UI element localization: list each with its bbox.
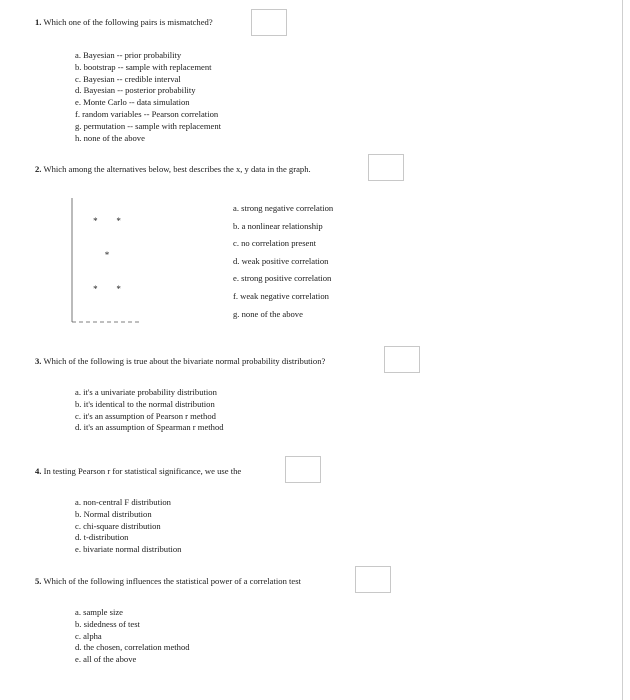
scatter-point: * — [116, 284, 121, 294]
option-5c: c. alpha — [75, 630, 102, 641]
question-2-options — [233, 203, 333, 326]
option-3a: a. it's a univariate probability distribution — [75, 387, 217, 397]
option-1g: g. permutation -- sample with replacement — [75, 120, 222, 131]
answer-box-4[interactable] — [285, 456, 321, 483]
scatter-point: * — [104, 250, 110, 260]
question-3-number: 3. — [35, 356, 42, 366]
option-2a: a. strong negative correlation — [233, 203, 334, 213]
question-3 — [35, 356, 325, 366]
question-5 — [35, 576, 301, 586]
question-1-text: Which one of the following pairs is mismatched? — [43, 17, 213, 27]
option-5d: d. the chosen, correlation method — [75, 642, 190, 653]
option-1c: c. Bayesian -- credible interval — [75, 73, 181, 84]
option-1e: e. Monte Carlo -- data simulation — [75, 97, 190, 108]
question-3-options — [75, 387, 224, 434]
option-1a: a. Bayesian -- prior probability — [75, 50, 182, 60]
option-3c: c. it's an assumption of Pearson r method — [75, 410, 216, 421]
question-5-number: 5. — [35, 576, 42, 586]
option-5e: e. all of the above — [75, 654, 137, 665]
question-3-text: Which of the following is true about the bivariate normal probability distribution? — [43, 356, 326, 366]
option-4c: c. chi-square distribution — [75, 520, 161, 531]
option-5a: a. sample size — [75, 607, 123, 617]
question-2-text: Which among the alternatives below, best describes the x, y data in the graph. — [43, 164, 311, 174]
option-2d: d. weak positive correlation — [233, 255, 329, 266]
option-1f: f. random variables -- Pearson correlation — [75, 108, 219, 119]
option-2c: c. no correlation present — [233, 238, 317, 249]
question-5-text: Which of the following influences the statistical power of a correlation test — [43, 576, 301, 586]
option-4e: e. bivariate normal distribution — [75, 544, 182, 555]
option-1h: h. none of the above — [75, 132, 145, 143]
option-3b: b. it's identical to the normal distribution — [75, 398, 215, 409]
question-4-text: In testing Pearson r for statistical significance, we use the — [43, 466, 242, 476]
option-2g: g. none of the above — [233, 308, 303, 319]
option-2f: f. weak negative correlation — [233, 290, 329, 301]
option-2b: b. a nonlinear relationship — [233, 220, 323, 231]
option-1b: b. bootstrap -- sample with replacement — [75, 61, 212, 72]
answer-box-3[interactable] — [384, 346, 420, 373]
question-1-number: 1. — [35, 17, 42, 27]
option-1d: d. Bayesian -- posterior probability — [75, 85, 196, 96]
option-2e: e. strong positive correlation — [233, 273, 332, 284]
option-3d: d. it's an assumption of Spearman r method — [75, 422, 224, 433]
option-4a: a. non-central F distribution — [75, 497, 171, 507]
question-5-options — [75, 607, 190, 666]
option-5b: b. sidedness of test — [75, 618, 140, 629]
scatter-point: * — [116, 216, 121, 226]
question-4 — [35, 466, 241, 476]
option-4b: b. Normal distribution — [75, 508, 152, 519]
option-4d: d. t-distribution — [75, 532, 129, 543]
scatter-point: * — [93, 284, 98, 294]
scatter-point: * — [93, 216, 98, 226]
answer-box-5[interactable] — [355, 566, 391, 593]
question-4-options — [75, 497, 181, 556]
question-4-number: 4. — [35, 466, 42, 476]
question-2-number: 2. — [35, 164, 42, 174]
